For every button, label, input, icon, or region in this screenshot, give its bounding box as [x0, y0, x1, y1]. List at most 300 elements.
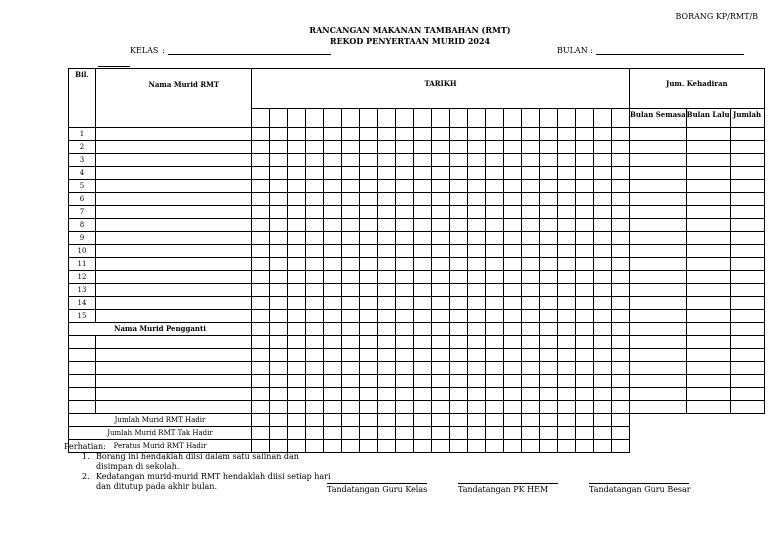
attendance-cell[interactable]: [630, 219, 687, 232]
attendance-cell[interactable]: [558, 232, 576, 245]
attendance-cell[interactable]: [630, 271, 687, 284]
attendance-cell[interactable]: [686, 362, 730, 375]
attendance-cell[interactable]: [342, 245, 360, 258]
attendance-cell[interactable]: [270, 336, 288, 349]
attendance-cell[interactable]: [522, 362, 540, 375]
kelas-field[interactable]: [168, 54, 331, 55]
row-number[interactable]: [69, 401, 96, 414]
attendance-cell[interactable]: [468, 284, 486, 297]
attendance-cell[interactable]: [252, 310, 270, 323]
attendance-cell[interactable]: [324, 154, 342, 167]
attendance-cell[interactable]: [378, 180, 396, 193]
date-header-cell[interactable]: [486, 109, 504, 128]
attendance-cell[interactable]: [270, 128, 288, 141]
attendance-cell[interactable]: [630, 128, 687, 141]
attendance-cell[interactable]: [540, 336, 558, 349]
attendance-cell[interactable]: [378, 271, 396, 284]
attendance-cell[interactable]: [486, 284, 504, 297]
attendance-cell[interactable]: [450, 388, 468, 401]
attendance-cell[interactable]: [730, 362, 764, 375]
attendance-cell[interactable]: [396, 388, 414, 401]
attendance-cell[interactable]: [450, 232, 468, 245]
attendance-cell[interactable]: [486, 336, 504, 349]
attendance-cell[interactable]: [504, 284, 522, 297]
attendance-cell[interactable]: [396, 362, 414, 375]
attendance-cell[interactable]: [270, 349, 288, 362]
attendance-cell[interactable]: [540, 284, 558, 297]
attendance-cell[interactable]: [324, 167, 342, 180]
attendance-cell[interactable]: [432, 206, 450, 219]
attendance-cell[interactable]: [360, 401, 378, 414]
attendance-cell[interactable]: [522, 128, 540, 141]
attendance-cell[interactable]: [540, 206, 558, 219]
attendance-cell[interactable]: [468, 180, 486, 193]
attendance-cell[interactable]: [558, 401, 576, 414]
attendance-cell[interactable]: [378, 193, 396, 206]
attendance-cell[interactable]: [396, 258, 414, 271]
student-name-cell[interactable]: [96, 180, 252, 193]
attendance-cell[interactable]: [686, 375, 730, 388]
attendance-cell[interactable]: [252, 271, 270, 284]
attendance-cell[interactable]: [306, 388, 324, 401]
attendance-cell[interactable]: [522, 284, 540, 297]
attendance-cell[interactable]: [396, 128, 414, 141]
attendance-cell[interactable]: [558, 388, 576, 401]
row-number[interactable]: [69, 336, 96, 349]
attendance-cell[interactable]: [594, 180, 612, 193]
attendance-cell[interactable]: [558, 245, 576, 258]
attendance-cell[interactable]: [522, 297, 540, 310]
attendance-cell[interactable]: [686, 349, 730, 362]
attendance-cell[interactable]: [612, 219, 630, 232]
attendance-cell[interactable]: [252, 362, 270, 375]
attendance-cell[interactable]: [324, 180, 342, 193]
student-name-cell[interactable]: [96, 167, 252, 180]
attendance-cell[interactable]: [342, 167, 360, 180]
attendance-cell[interactable]: [486, 362, 504, 375]
summary-cell[interactable]: [396, 427, 414, 440]
attendance-cell[interactable]: [414, 349, 432, 362]
attendance-cell[interactable]: [576, 180, 594, 193]
attendance-cell[interactable]: [504, 375, 522, 388]
attendance-cell[interactable]: [630, 258, 687, 271]
attendance-cell[interactable]: [504, 310, 522, 323]
attendance-cell[interactable]: [450, 336, 468, 349]
attendance-cell[interactable]: [288, 323, 306, 336]
summary-cell[interactable]: [522, 427, 540, 440]
attendance-cell[interactable]: [468, 401, 486, 414]
attendance-cell[interactable]: [686, 271, 730, 284]
attendance-cell[interactable]: [432, 271, 450, 284]
attendance-cell[interactable]: [252, 401, 270, 414]
attendance-cell[interactable]: [558, 167, 576, 180]
attendance-cell[interactable]: [306, 141, 324, 154]
attendance-cell[interactable]: [558, 284, 576, 297]
attendance-cell[interactable]: [306, 154, 324, 167]
summary-cell[interactable]: [540, 427, 558, 440]
attendance-cell[interactable]: [686, 258, 730, 271]
attendance-cell[interactable]: [432, 362, 450, 375]
summary-cell[interactable]: [540, 440, 558, 453]
attendance-cell[interactable]: [686, 180, 730, 193]
attendance-cell[interactable]: [504, 245, 522, 258]
attendance-cell[interactable]: [486, 128, 504, 141]
attendance-cell[interactable]: [360, 219, 378, 232]
attendance-cell[interactable]: [540, 388, 558, 401]
attendance-cell[interactable]: [730, 271, 764, 284]
attendance-cell[interactable]: [540, 154, 558, 167]
attendance-cell[interactable]: [686, 232, 730, 245]
attendance-cell[interactable]: [432, 141, 450, 154]
summary-cell[interactable]: [252, 427, 270, 440]
attendance-cell[interactable]: [504, 180, 522, 193]
attendance-cell[interactable]: [576, 349, 594, 362]
attendance-cell[interactable]: [342, 349, 360, 362]
attendance-cell[interactable]: [686, 297, 730, 310]
summary-cell[interactable]: [486, 427, 504, 440]
student-name-cell[interactable]: [96, 362, 252, 375]
attendance-cell[interactable]: [432, 193, 450, 206]
attendance-cell[interactable]: [594, 128, 612, 141]
attendance-cell[interactable]: [630, 375, 687, 388]
attendance-cell[interactable]: [342, 141, 360, 154]
attendance-cell[interactable]: [414, 323, 432, 336]
attendance-cell[interactable]: [522, 219, 540, 232]
attendance-cell[interactable]: [540, 323, 558, 336]
summary-cell[interactable]: [576, 440, 594, 453]
attendance-cell[interactable]: [558, 297, 576, 310]
row-number[interactable]: [69, 388, 96, 401]
attendance-cell[interactable]: [270, 193, 288, 206]
attendance-cell[interactable]: [522, 336, 540, 349]
attendance-cell[interactable]: [468, 336, 486, 349]
summary-cell[interactable]: [360, 440, 378, 453]
attendance-cell[interactable]: [730, 128, 764, 141]
attendance-cell[interactable]: [522, 232, 540, 245]
student-name-cell[interactable]: [96, 193, 252, 206]
student-name-cell[interactable]: [96, 310, 252, 323]
attendance-cell[interactable]: [450, 323, 468, 336]
attendance-cell[interactable]: [288, 375, 306, 388]
attendance-cell[interactable]: [468, 128, 486, 141]
attendance-cell[interactable]: [288, 128, 306, 141]
attendance-cell[interactable]: [630, 349, 687, 362]
attendance-cell[interactable]: [612, 193, 630, 206]
attendance-cell[interactable]: [686, 219, 730, 232]
attendance-cell[interactable]: [468, 154, 486, 167]
attendance-cell[interactable]: [288, 206, 306, 219]
attendance-cell[interactable]: [252, 154, 270, 167]
attendance-cell[interactable]: [378, 310, 396, 323]
attendance-cell[interactable]: [486, 232, 504, 245]
attendance-cell[interactable]: [576, 271, 594, 284]
attendance-cell[interactable]: [486, 310, 504, 323]
attendance-cell[interactable]: [504, 271, 522, 284]
attendance-cell[interactable]: [360, 375, 378, 388]
attendance-cell[interactable]: [324, 245, 342, 258]
attendance-cell[interactable]: [594, 219, 612, 232]
attendance-cell[interactable]: [450, 193, 468, 206]
summary-cell[interactable]: [576, 427, 594, 440]
attendance-cell[interactable]: [342, 375, 360, 388]
attendance-cell[interactable]: [558, 180, 576, 193]
attendance-cell[interactable]: [270, 284, 288, 297]
attendance-cell[interactable]: [324, 206, 342, 219]
attendance-cell[interactable]: [576, 297, 594, 310]
summary-cell[interactable]: [378, 414, 396, 427]
attendance-cell[interactable]: [576, 388, 594, 401]
attendance-cell[interactable]: [378, 167, 396, 180]
attendance-cell[interactable]: [558, 128, 576, 141]
attendance-cell[interactable]: [558, 336, 576, 349]
attendance-cell[interactable]: [324, 128, 342, 141]
attendance-cell[interactable]: [252, 297, 270, 310]
bulan-field[interactable]: [596, 54, 744, 55]
attendance-cell[interactable]: [324, 323, 342, 336]
student-name-cell[interactable]: [96, 206, 252, 219]
attendance-cell[interactable]: [396, 271, 414, 284]
attendance-cell[interactable]: [414, 245, 432, 258]
attendance-cell[interactable]: [630, 310, 687, 323]
attendance-cell[interactable]: [576, 141, 594, 154]
attendance-cell[interactable]: [558, 154, 576, 167]
attendance-cell[interactable]: [360, 193, 378, 206]
attendance-cell[interactable]: [522, 180, 540, 193]
attendance-cell[interactable]: [594, 323, 612, 336]
attendance-cell[interactable]: [630, 193, 687, 206]
attendance-cell[interactable]: [594, 141, 612, 154]
summary-cell[interactable]: [306, 414, 324, 427]
attendance-cell[interactable]: [306, 375, 324, 388]
attendance-cell[interactable]: [576, 232, 594, 245]
attendance-cell[interactable]: [558, 193, 576, 206]
attendance-cell[interactable]: [432, 245, 450, 258]
summary-cell[interactable]: [270, 414, 288, 427]
student-name-cell[interactable]: [96, 245, 252, 258]
date-header-cell[interactable]: [522, 109, 540, 128]
summary-cell[interactable]: [504, 440, 522, 453]
attendance-cell[interactable]: [270, 375, 288, 388]
attendance-cell[interactable]: [486, 349, 504, 362]
attendance-cell[interactable]: [504, 362, 522, 375]
attendance-cell[interactable]: [594, 271, 612, 284]
attendance-cell[interactable]: [730, 245, 764, 258]
attendance-cell[interactable]: [686, 167, 730, 180]
attendance-cell[interactable]: [432, 336, 450, 349]
attendance-cell[interactable]: [270, 141, 288, 154]
attendance-cell[interactable]: [360, 206, 378, 219]
attendance-cell[interactable]: [378, 336, 396, 349]
attendance-cell[interactable]: [612, 128, 630, 141]
attendance-cell[interactable]: [468, 375, 486, 388]
attendance-cell[interactable]: [612, 141, 630, 154]
attendance-cell[interactable]: [486, 154, 504, 167]
student-name-cell[interactable]: [96, 258, 252, 271]
attendance-cell[interactable]: [686, 388, 730, 401]
attendance-cell[interactable]: [288, 336, 306, 349]
attendance-cell[interactable]: [324, 232, 342, 245]
attendance-cell[interactable]: [378, 154, 396, 167]
attendance-cell[interactable]: [522, 323, 540, 336]
attendance-cell[interactable]: [324, 284, 342, 297]
attendance-cell[interactable]: [324, 401, 342, 414]
attendance-cell[interactable]: [252, 128, 270, 141]
attendance-cell[interactable]: [522, 375, 540, 388]
attendance-cell[interactable]: [686, 310, 730, 323]
summary-cell[interactable]: [594, 427, 612, 440]
attendance-cell[interactable]: [504, 193, 522, 206]
attendance-cell[interactable]: [414, 154, 432, 167]
attendance-cell[interactable]: [324, 141, 342, 154]
attendance-cell[interactable]: [468, 349, 486, 362]
date-header-cell[interactable]: [468, 109, 486, 128]
attendance-cell[interactable]: [558, 375, 576, 388]
attendance-cell[interactable]: [540, 297, 558, 310]
attendance-cell[interactable]: [522, 310, 540, 323]
attendance-cell[interactable]: [450, 128, 468, 141]
summary-cell[interactable]: [504, 414, 522, 427]
attendance-cell[interactable]: [486, 167, 504, 180]
attendance-cell[interactable]: [360, 141, 378, 154]
attendance-cell[interactable]: [540, 180, 558, 193]
attendance-cell[interactable]: [504, 154, 522, 167]
attendance-cell[interactable]: [558, 219, 576, 232]
attendance-cell[interactable]: [486, 258, 504, 271]
attendance-cell[interactable]: [432, 219, 450, 232]
attendance-cell[interactable]: [432, 128, 450, 141]
attendance-cell[interactable]: [522, 193, 540, 206]
student-name-cell[interactable]: [96, 349, 252, 362]
attendance-cell[interactable]: [270, 401, 288, 414]
student-name-cell[interactable]: [96, 284, 252, 297]
attendance-cell[interactable]: [540, 141, 558, 154]
attendance-cell[interactable]: [252, 349, 270, 362]
summary-cell[interactable]: [432, 440, 450, 453]
attendance-cell[interactable]: [486, 401, 504, 414]
student-name-cell[interactable]: [96, 141, 252, 154]
attendance-cell[interactable]: [342, 401, 360, 414]
attendance-cell[interactable]: [486, 206, 504, 219]
attendance-cell[interactable]: [522, 206, 540, 219]
attendance-cell[interactable]: [270, 232, 288, 245]
attendance-cell[interactable]: [342, 310, 360, 323]
attendance-cell[interactable]: [432, 388, 450, 401]
attendance-cell[interactable]: [730, 180, 764, 193]
attendance-cell[interactable]: [686, 128, 730, 141]
summary-cell[interactable]: [324, 427, 342, 440]
attendance-cell[interactable]: [522, 258, 540, 271]
attendance-cell[interactable]: [396, 297, 414, 310]
attendance-cell[interactable]: [686, 141, 730, 154]
attendance-cell[interactable]: [288, 167, 306, 180]
attendance-cell[interactable]: [486, 297, 504, 310]
student-name-cell[interactable]: [96, 297, 252, 310]
date-header-cell[interactable]: [288, 109, 306, 128]
attendance-cell[interactable]: [288, 388, 306, 401]
attendance-cell[interactable]: [576, 284, 594, 297]
attendance-cell[interactable]: [450, 375, 468, 388]
attendance-cell[interactable]: [468, 258, 486, 271]
attendance-cell[interactable]: [594, 206, 612, 219]
attendance-cell[interactable]: [342, 206, 360, 219]
attendance-cell[interactable]: [730, 167, 764, 180]
attendance-cell[interactable]: [612, 401, 630, 414]
attendance-cell[interactable]: [576, 323, 594, 336]
student-name-cell[interactable]: [96, 375, 252, 388]
attendance-cell[interactable]: [288, 219, 306, 232]
attendance-cell[interactable]: [612, 310, 630, 323]
attendance-cell[interactable]: [450, 206, 468, 219]
attendance-cell[interactable]: [414, 375, 432, 388]
attendance-cell[interactable]: [540, 258, 558, 271]
summary-cell[interactable]: [450, 427, 468, 440]
attendance-cell[interactable]: [306, 323, 324, 336]
attendance-cell[interactable]: [252, 232, 270, 245]
attendance-cell[interactable]: [378, 375, 396, 388]
attendance-cell[interactable]: [360, 297, 378, 310]
summary-cell[interactable]: [612, 414, 630, 427]
attendance-cell[interactable]: [324, 349, 342, 362]
attendance-cell[interactable]: [414, 297, 432, 310]
attendance-cell[interactable]: [486, 193, 504, 206]
attendance-cell[interactable]: [252, 206, 270, 219]
attendance-cell[interactable]: [612, 388, 630, 401]
student-name-cell[interactable]: [96, 401, 252, 414]
attendance-cell[interactable]: [306, 284, 324, 297]
attendance-cell[interactable]: [378, 128, 396, 141]
attendance-cell[interactable]: [522, 141, 540, 154]
attendance-cell[interactable]: [686, 206, 730, 219]
attendance-cell[interactable]: [288, 271, 306, 284]
attendance-cell[interactable]: [414, 336, 432, 349]
attendance-cell[interactable]: [576, 206, 594, 219]
attendance-cell[interactable]: [450, 180, 468, 193]
attendance-cell[interactable]: [414, 180, 432, 193]
student-name-cell[interactable]: [96, 154, 252, 167]
attendance-cell[interactable]: [576, 375, 594, 388]
summary-cell[interactable]: [360, 427, 378, 440]
attendance-cell[interactable]: [306, 271, 324, 284]
attendance-cell[interactable]: [432, 323, 450, 336]
attendance-cell[interactable]: [396, 336, 414, 349]
attendance-cell[interactable]: [558, 271, 576, 284]
summary-cell[interactable]: [288, 414, 306, 427]
attendance-cell[interactable]: [504, 206, 522, 219]
attendance-cell[interactable]: [594, 232, 612, 245]
attendance-cell[interactable]: [360, 167, 378, 180]
attendance-cell[interactable]: [396, 375, 414, 388]
attendance-cell[interactable]: [450, 349, 468, 362]
attendance-cell[interactable]: [306, 167, 324, 180]
summary-cell[interactable]: [342, 427, 360, 440]
attendance-cell[interactable]: [414, 128, 432, 141]
attendance-cell[interactable]: [324, 336, 342, 349]
summary-cell[interactable]: [342, 414, 360, 427]
attendance-cell[interactable]: [270, 258, 288, 271]
summary-cell[interactable]: [576, 414, 594, 427]
attendance-cell[interactable]: [612, 349, 630, 362]
attendance-cell[interactable]: [270, 206, 288, 219]
attendance-cell[interactable]: [288, 141, 306, 154]
attendance-cell[interactable]: [342, 193, 360, 206]
attendance-cell[interactable]: [342, 297, 360, 310]
attendance-cell[interactable]: [342, 180, 360, 193]
summary-cell[interactable]: [612, 440, 630, 453]
attendance-cell[interactable]: [630, 388, 687, 401]
summary-cell[interactable]: [270, 427, 288, 440]
attendance-cell[interactable]: [522, 401, 540, 414]
attendance-cell[interactable]: [540, 375, 558, 388]
